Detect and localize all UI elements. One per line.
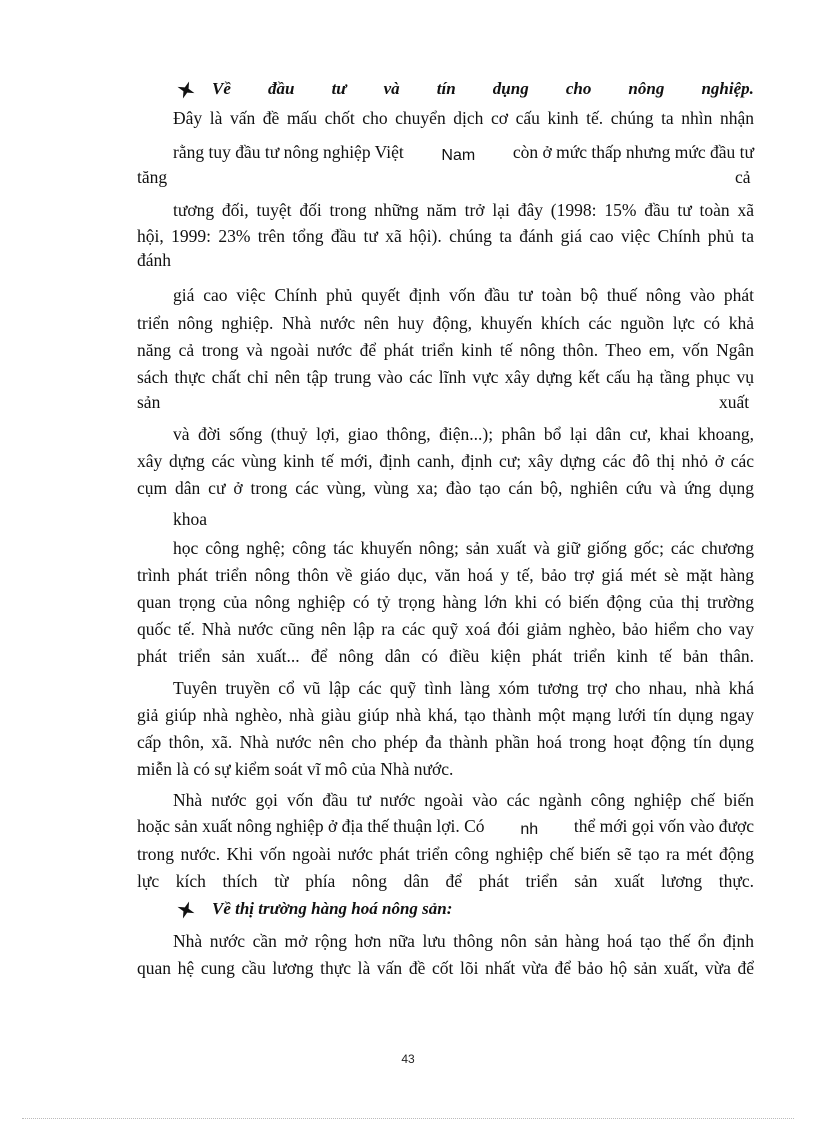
paragraph-line: và đời sống (thuỷ lợi, giao thông, điện...); phân bổ lại dân cư, khai khoang, [173, 424, 754, 444]
paragraph-line: Nhà nước gọi vốn đầu tư nước ngoài vào các ngành công nghiệp chế biến [173, 790, 754, 810]
page-bottom-divider [22, 1118, 794, 1119]
paragraph-line: quan trọng của nông nghiệp có tỷ trọng hàng lớn khi có biến động của thị trường [137, 592, 754, 612]
paragraph-line: sản [137, 392, 161, 412]
heading-word: tín [436, 79, 456, 98]
paragraph-line: hội, 1999: 23% trên tổng đầu tư xã hội). chúng ta đánh giá cao việc Chính phủ ta [137, 226, 754, 246]
text-segment: rằng tuy đầu tư nông nghiệp Việt [173, 142, 404, 162]
paragraph-line: học công nghệ; công tác khuyến nông; sản xuất và giữ giống gốc; các chương [173, 538, 754, 558]
paragraph-line: trình phát triển nông thôn về giáo dục, văn hoá y tế, bảo trợ giá mét sè mặt hàng [137, 565, 754, 585]
heading-word: cho [565, 79, 592, 98]
paragraph-line: giá cao việc Chính phủ quyết định vốn đầu tư toàn bộ thuế nông vào phát [173, 285, 754, 305]
paragraph-line: xây dựng các vùng kinh tế mới, định canh, định cư; xây dựng các đô thị nhỏ ở các [137, 451, 754, 471]
heading-word: tư [331, 79, 347, 98]
paragraph-line: cấp thôn, xã. Nhà nước nên cho phép đa thành phần hoá trong hoạt động tín dụng [137, 732, 754, 752]
heading-word: Về [212, 79, 231, 98]
paragraph-line: phát triển sản xuất... để nông dân có điều kiện phát triển kinh tế bản thân. [137, 646, 754, 666]
page-number: 43 [401, 1052, 415, 1066]
paragraph-line: giả giúp nhà nghèo, nhà giàu giúp nhà khá, tạo thành một mạng lưới tín dụng ngay [137, 705, 754, 725]
paragraph-line: xuất [719, 392, 750, 412]
paragraph-line: đánh [137, 250, 172, 270]
heading-word: nông [628, 79, 665, 98]
paragraph-line: trong nước. Khi vốn ngoài nước phát triển công nghiệp chế biến sẽ tạo ra mét động [137, 844, 754, 864]
paragraph-line: cả [735, 167, 751, 187]
heading-word: đầu [268, 79, 295, 98]
paragraph-line: tăng [137, 167, 168, 187]
subscript-text: Nam [441, 147, 476, 164]
paragraph-line: khoa [173, 509, 208, 529]
paragraph-line: quan hệ cung cầu lương thực là vấn đề cốt lõi nhất vừa để bảo hộ sản xuất, vừa để [137, 958, 754, 978]
paragraph-line: sách thực chất chỉ nên tập trung vào các lĩnh vực xây dựng kết cấu hạ tầng phục vụ [137, 367, 754, 387]
paragraph-line: triển nông nghiệp. Nhà nước nên huy động, khuyến khích các nguồn lực có khả [137, 313, 754, 333]
paragraph-line: Tuyên truyền cổ vũ lập các quỹ tình làng xóm tương trợ cho nhau, nhà khá [173, 678, 754, 698]
paragraph-line: miễn là có sự kiểm soát vĩ mô của Nhà nước. [137, 759, 454, 779]
paragraph-line: Đây là vấn đề mấu chốt cho chuyển dịch cơ cấu kinh tế. chúng ta nhìn nhận [173, 108, 754, 128]
subscript-text: nh [520, 821, 539, 838]
paragraph-line: cụm dân cư ở trong các vùng, vùng xa; đào tạo cán bộ, nghiên cứu và ứng dụng [137, 478, 754, 498]
paragraph-line: quốc tế. Nhà nước cũng nên lập ra các quỹ xoá đói giảm nghèo, bảo hiểm cho vay [137, 619, 754, 639]
text-segment: thể mới gọi vốn vào được [573, 816, 754, 836]
text-segment: còn ở mức thấp nhưng mức đầu tư [512, 142, 754, 162]
heading-word: nghiệp. [701, 79, 754, 98]
heading-word: và [383, 79, 400, 98]
paragraph-line: năng cả trong và ngoài nước để phát triển kinh tế nông thôn. Theo em, vốn Ngân [137, 340, 754, 360]
paragraph-line: tương đối, tuyệt đối trong những năm trở lại đây (1998: 15% đầu tư toàn xã [173, 200, 754, 220]
heading-investment-credit [212, 78, 754, 100]
paragraph-line: lực kích thích từ phía nông dân để phát triển sản xuất lương thực. [137, 871, 754, 891]
heading-word: dụng [492, 79, 529, 98]
paragraph-line [137, 815, 754, 837]
heading-agricultural-market: Về thị trường hàng hoá nông sản: [212, 899, 453, 918]
paragraph-line [173, 141, 754, 163]
four-point-star-icon [176, 80, 196, 100]
paragraph-line: Nhà nước cần mở rộng hơn nữa lưu thông nôn sản hàng hoá tạo thế ổn định [173, 931, 754, 951]
text-segment: hoặc sản xuất nông nghiệp ở địa thế thuận lợi. Có [137, 816, 485, 836]
four-point-star-icon [176, 900, 196, 920]
